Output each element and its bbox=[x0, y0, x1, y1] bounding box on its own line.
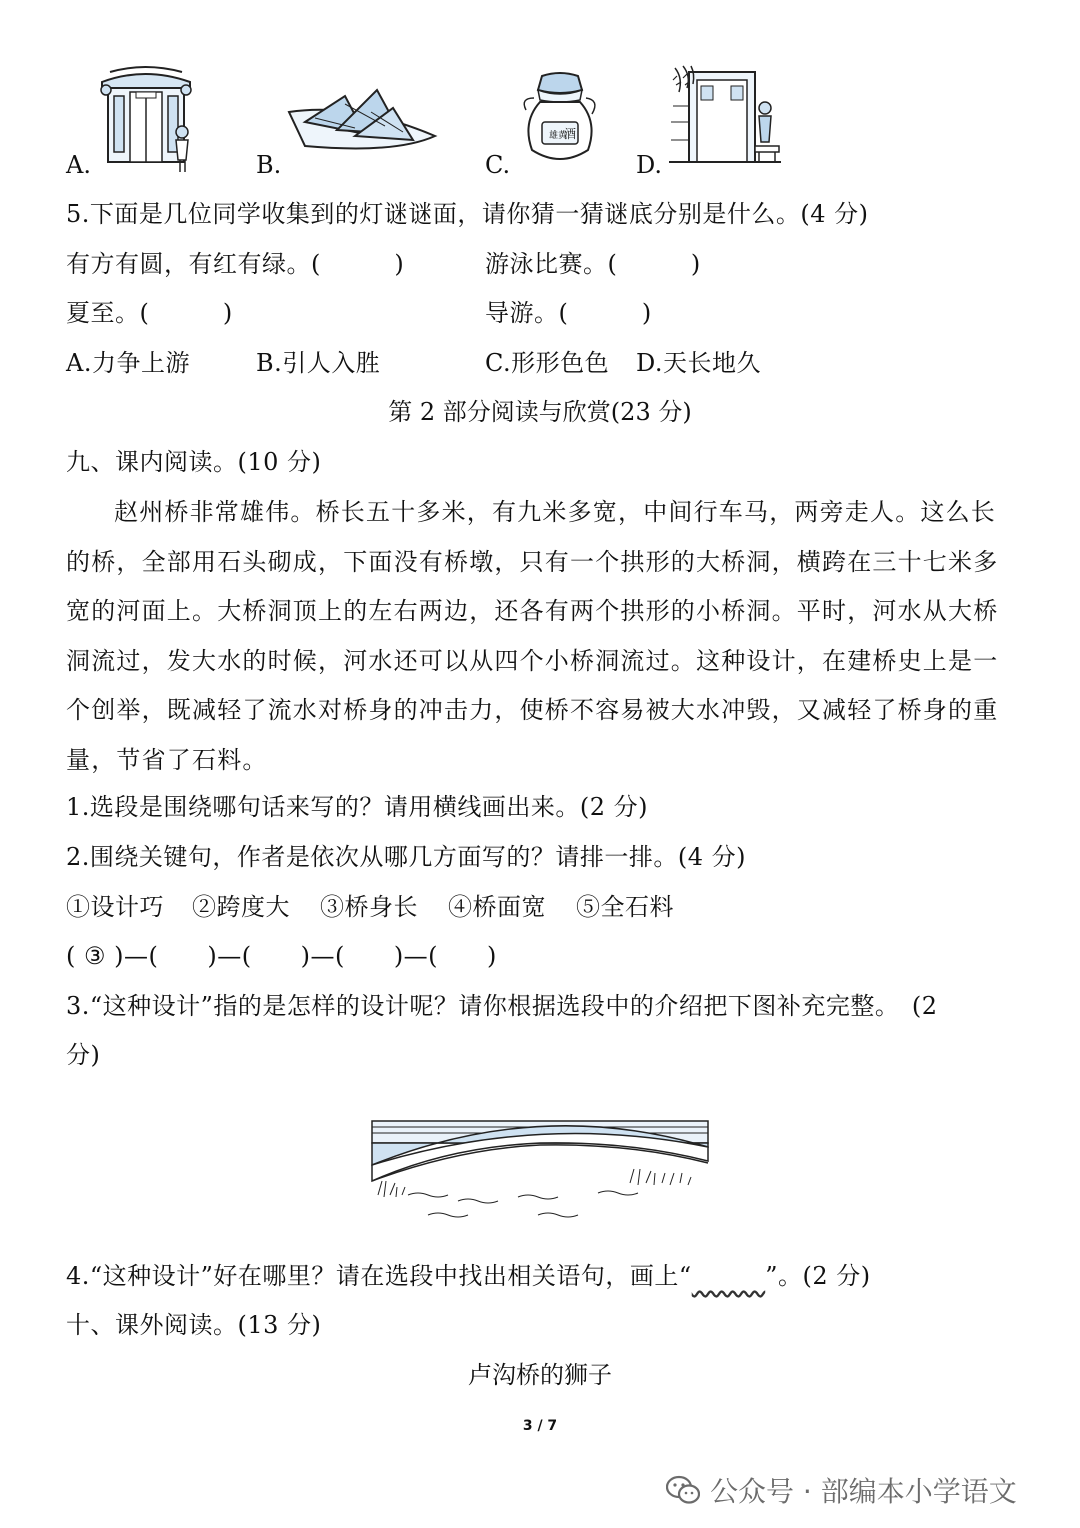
riddle-2: 游泳比赛。( ) bbox=[485, 250, 701, 278]
q4-text-after: ”。(2 分) bbox=[765, 1262, 871, 1290]
q2-item-3: ③桥身长 bbox=[320, 893, 418, 921]
door-willow-icon bbox=[665, 62, 785, 176]
gate-couplets-icon bbox=[90, 62, 200, 176]
q2-answer-blanks[interactable]: ( ③ )—( )—( )—( )—( ) bbox=[66, 942, 497, 970]
q5-option-b: B.引人入胜 bbox=[256, 349, 381, 377]
wine-label-left: 雄黄 bbox=[549, 131, 568, 141]
section-9-title: 九、课内阅读。(10 分) bbox=[66, 448, 322, 476]
zhaozhou-bridge-passage bbox=[66, 488, 1016, 785]
picture-option-b: B. bbox=[256, 151, 282, 179]
q5-stem: 5.下面是几位同学收集到的灯谜谜面，请你猜一猜谜底分别是什么。(4 分) bbox=[66, 200, 869, 228]
watermark-text: 公众号 · 部编本小学语文 bbox=[710, 1475, 1017, 1508]
picture-option-c: C. bbox=[485, 151, 511, 179]
wechat-icon bbox=[666, 1475, 700, 1505]
q5-option-d: D.天长地久 bbox=[636, 349, 762, 377]
s9-question-3-line2: 分) bbox=[66, 1041, 101, 1069]
picture-option-d: D. bbox=[636, 151, 663, 179]
q5-option-a: A.力争上游 bbox=[66, 349, 190, 377]
riddle-4: 导游。( ) bbox=[485, 299, 652, 327]
section-10-title: 十、课外阅读。(13 分) bbox=[66, 1311, 322, 1339]
q2-item-4: ④桥面宽 bbox=[448, 893, 546, 921]
s9-question-3-line1: 3.“这种设计”指的是怎样的设计呢？请你根据选段中的介绍把下图补充完整。 (2 bbox=[66, 992, 938, 1020]
part2-title: 第 2 部分阅读与欣赏(23 分) bbox=[388, 398, 692, 426]
zongzi-icon bbox=[285, 82, 440, 156]
q2-item-5: ⑤全石料 bbox=[576, 893, 674, 921]
watermark bbox=[666, 1470, 1017, 1510]
stone-arch-bridge-illustration bbox=[368, 1105, 713, 1225]
wine-jar-icon bbox=[520, 70, 600, 170]
article-title: 卢沟桥的狮子 bbox=[468, 1361, 612, 1389]
q2-item-1: ①设计巧 bbox=[66, 893, 164, 921]
passage-text: 赵州桥非常雄伟。桥长五十多米，有九米多宽，中间行车马，两旁走人。这么长的桥，全部用石头砌成，下面没有桥墩，只有一个拱形的大桥洞，横跨在三十七米多宽的河面上。大桥洞顶上的左右两边，还各有两个拱形的小桥洞。平时，河水从大桥洞流过，发大水的时候，河水还可以从四个小桥洞流过。这种设计，在建桥史上是一个创举，既减轻了流水对桥身的冲击力，使桥不容易被大水冲毁，又减轻了桥身的重量，节省了石料。 bbox=[66, 498, 999, 774]
s9-question-4 bbox=[66, 1259, 871, 1293]
q2-item-2: ②跨度大 bbox=[192, 893, 290, 921]
riddle-3: 夏至。( ) bbox=[66, 299, 233, 327]
q4-text-before: 4.“这种设计”好在哪里？请在选段中找出相关语句，画上“ bbox=[66, 1262, 692, 1290]
q5-option-c: C.形形色色 bbox=[485, 349, 610, 377]
wavy-line-mark bbox=[692, 1262, 766, 1290]
page-number: 3 / 7 bbox=[522, 1418, 558, 1434]
s9-question-1: 1.选段是围绕哪句话来写的？请用横线画出来。(2 分) bbox=[66, 793, 649, 821]
wine-label-right: 酒 bbox=[564, 127, 577, 141]
s9-question-2: 2.围绕关键句，作者是依次从哪几方面写的？请排一排。(4 分) bbox=[66, 843, 747, 871]
picture-option-a: A. bbox=[66, 151, 91, 179]
riddle-1: 有方有圆，有红有绿。( ) bbox=[66, 250, 405, 278]
